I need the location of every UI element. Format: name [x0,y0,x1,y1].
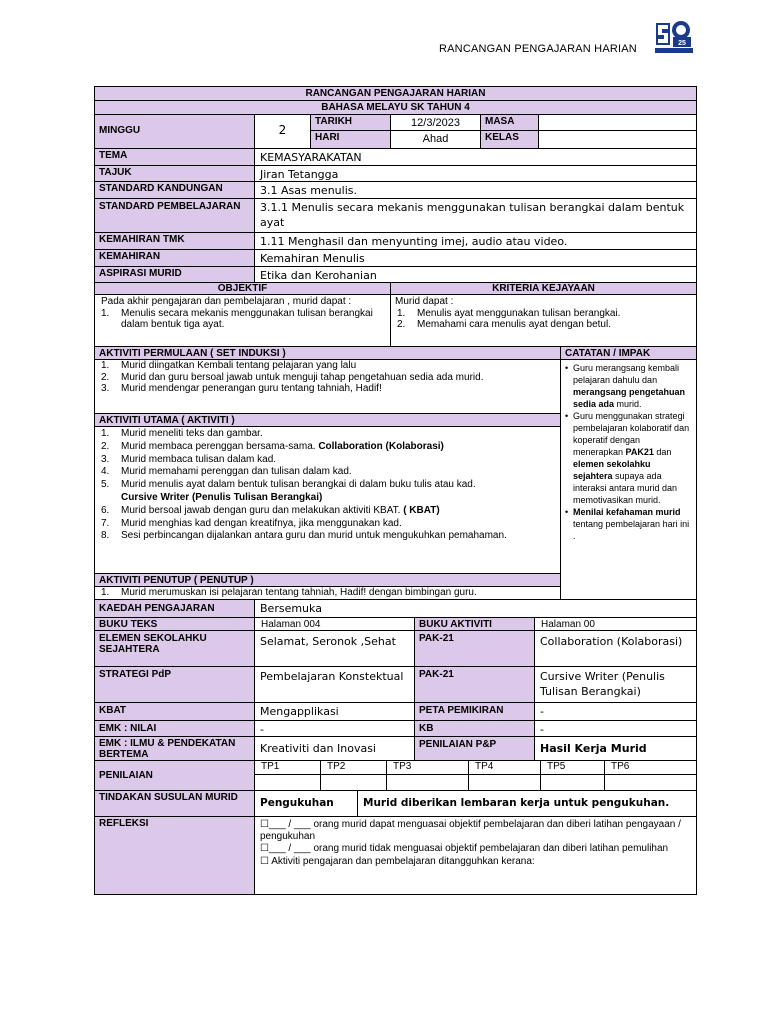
tp1-value[interactable] [255,775,321,791]
penutup-label: AKTIVITI PENUTUP ( PENUTUP ) [95,574,561,587]
tp4-label: TP4 [469,761,541,775]
kb-label: KB [415,721,535,737]
penilaian-pp-label: PENILAIAN P&P [415,737,535,761]
peta-value: - [535,703,697,721]
page-header [0,0,768,80]
ess-value: Selamat, Seronok ,Sehat [255,631,415,667]
header-title: RANCANGAN PENGAJARAN HARIAN [439,43,637,55]
lesson-plan-table [94,86,697,895]
tp6-value[interactable] [605,775,697,791]
ministry-crest-icon [653,15,695,57]
tp2-value[interactable] [321,775,387,791]
penilaian-label: PENILAIAN [95,761,255,791]
pak21-strategi-value: Cursive Writer (Penulis Tulisan Berangkai) [535,667,697,703]
pak21-strategi-label: PAK-21 [415,667,535,703]
buku-teks-label: BUKU TEKS [95,618,255,631]
refleksi-item: ☐___ / ___ orang murid dapat menguasai objektif pembelajaran dan diberi latihan pengayaan / pengukuhan [260,819,681,843]
tarikh-label: TARIKH [311,115,391,131]
standard-kandungan-label: STANDARD KANDUNGAN [95,182,255,199]
tp5-label: TP5 [541,761,605,775]
kelas-label: KELAS [481,131,539,149]
emk-nilai-value: - [255,721,415,737]
hari-value: Ahad [391,131,481,149]
tarikh-value: 12/3/2023 [391,115,481,131]
strategi-label: STRATEGI PdP [95,667,255,703]
utama-content [95,427,561,574]
list-item: 4. Murid memahami perenggan dan tulisan dalam kad. [101,466,352,478]
strategi-value: Pembelajaran Konstektual [255,667,415,703]
list-item: 6. Murid bersoal jawab dengan guru dan melakukan aktiviti KBAT. ( KBAT) [101,504,440,516]
tp1-label: TP1 [255,761,321,775]
tp3-value[interactable] [387,775,469,791]
list-item: 2. Murid membaca perenggan bersama-sama. Collaboration (Kolaborasi) [101,440,444,452]
pak21-value: Collaboration (Kolaborasi) [535,631,697,667]
list-item: 1. Menulis secara mekanis menggunakan tulisan berangkai dalam bentuk tiga ayat. [101,307,373,331]
hari-label: HARI [311,131,391,149]
refleksi-label: REFLEKSI [95,817,255,895]
tmk-value: 1.11 Menghasil dan menyunting imej, audio atau video. [255,233,697,250]
list-item: 2. Memahami cara menulis ayat dengan betul. [397,319,611,331]
kbat-label: KBAT [95,703,255,721]
refleksi-content [255,817,697,895]
kelas-value [539,131,697,149]
tp5-value[interactable] [541,775,605,791]
list-item: 2. Murid dan guru bersoal jawab untuk menguji tahap pengetahuan sedia ada murid. [101,371,484,383]
list-item: 1. Murid meneliti teks dan gambar. [101,428,263,439]
refleksi-item: ☐___ / ___ orang murid tidak menguasai objektif pembelajaran dan diberi latihan pemulihan [260,843,669,855]
peta-label: PETA PEMIKIRAN [415,703,535,721]
masa-label: MASA [481,115,539,131]
catatan-label: CATATAN / IMPAK [561,347,697,360]
masa-value [539,115,697,131]
kbat-value: Mengapplikasi [255,703,415,721]
list-item: 1. Menulis ayat menggunakan tulisan berangkai. [397,307,621,319]
standard-kandungan-value: 3.1 Asas menulis. [255,182,697,199]
list-item: 1. Murid merumuskan isi pelajaran tentang tahniah, Hadif! dengan bimbingan guru. [101,587,477,598]
list-item: • Guru menggunakan strategi pembelajaran kolaboratif dan koperatif dengan menerapkan PAK21 dan elemen sekolahku sejahtera supaya ada interaksi antara murid dan memotivasikan murid. [565,410,692,506]
emk-nilai-label: EMK : NILAI [95,721,255,737]
buku-aktiviti-label: BUKU AKTIVITI [415,618,535,631]
penilaian-pp-value: Hasil Kerja Murid [535,737,697,761]
list-item: 3. Murid mendengar penerangan guru tentang tahniah, Hadif! [101,383,382,395]
list-item: 8. Sesi perbincangan dijalankan antara guru dan murid untuk mengukuhkan pemahaman. [101,530,507,542]
catatan-content [561,360,697,600]
plan-subject: BAHASA MELAYU SK TAHUN 4 [95,101,697,115]
minggu-label: MINGGU [95,115,255,149]
tema-value: KEMASYARAKATAN [255,149,697,166]
plan-title: RANCANGAN PENGAJARAN HARIAN [95,87,697,101]
list-item: 7. Murid menghias kad dengan kreatifnya, jika menggunakan kad. [101,517,402,529]
aspirasi-label: ASPIRASI MURID [95,267,255,283]
objektif-label: OBJEKTIF [95,283,391,295]
tp4-value[interactable] [469,775,541,791]
kemahiran-value: Kemahiran Menulis [255,250,697,267]
list-item: 1. Murid diingatkan Kembali tentang pelajaran yang lalu [101,360,357,371]
tajuk-label: TAJUK [95,166,255,182]
tp3-label: TP3 [387,761,469,775]
kriteria-label: KRITERIA KEJAYAAN [391,283,697,295]
buku-aktiviti-value: Halaman 00 [535,618,697,631]
standard-pembelajaran-value: 3.1.1 Menulis secara mekanis menggunakan tulisan berangkai dalam bentuk ayat [255,199,697,233]
penutup-content [95,587,561,600]
list-item: • Guru merangsang kembali pelajaran dahulu dan merangsang pengetahuan sedia ada murid. [565,362,692,410]
permulaan-content [95,360,561,414]
buku-teks-value: Halaman 004 [255,618,415,631]
utama-label: AKTIVITI UTAMA ( AKTIVITI ) [95,414,561,427]
tajuk-value: Jiran Tetangga [255,166,697,182]
tp6-label: TP6 [605,761,697,775]
svg-text:25: 25 [678,40,686,47]
aspirasi-value: Etika dan Kerohanian [255,267,697,283]
emk-ilmu-value: Kreativiti dan Inovasi [255,737,415,761]
kriteria-intro: Murid dapat : [395,296,454,307]
objektif-content [95,295,391,347]
tindakan-value-2: Murid diberikan lembaran kerja untuk pengukuhan. [358,791,697,817]
emk-ilmu-label: EMK : ILMU & PENDEKATAN BERTEMA [95,737,255,761]
list-item: • Menilai kefahaman murid tentang pembelajaran hari ini . [565,506,692,542]
kemahiran-label: KEMAHIRAN [95,250,255,267]
list-item: 5. Murid menulis ayat dalam bentuk tulisan berangkai di dalam buku tulis atau kad. Cursive Writer (Penulis Tulisan Berangkai) [101,479,476,503]
objektif-intro: Pada akhir pengajaran dan pembelajaran , murid dapat : [101,296,352,307]
list-item: 3. Murid membaca tulisan dalam kad. [101,453,277,465]
ess-label: ELEMEN SEKOLAHKU SEJAHTERA [95,631,255,667]
kaedah-value: Bersemuka [255,600,697,618]
tema-label: TEMA [95,149,255,166]
tindakan-value-1: Pengukuhan [255,791,358,817]
refleksi-item: ☐ Aktiviti pengajaran dan pembelajaran ditangguhkan kerana: [260,855,535,867]
tmk-label: KEMAHIRAN TMK [95,233,255,250]
tindakan-label: TINDAKAN SUSULAN MURID [95,791,255,817]
kb-value: - [535,721,697,737]
permulaan-label: AKTIVITI PERMULAAN ( SET INDUKSI ) [95,347,561,360]
tp2-label: TP2 [321,761,387,775]
pak21-label: PAK-21 [415,631,535,667]
kaedah-label: KAEDAH PENGAJARAN [95,600,255,618]
standard-pembelajaran-label: STANDARD PEMBELAJARAN [95,199,255,233]
kriteria-content [391,295,697,347]
minggu-value: 2 [255,115,311,149]
